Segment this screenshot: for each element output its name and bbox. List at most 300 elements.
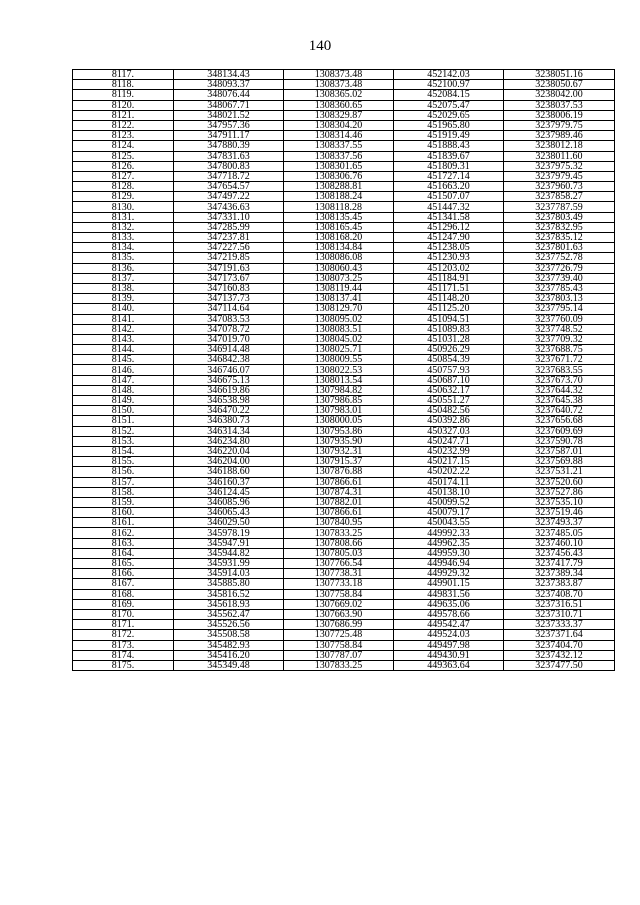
- point-number-cell: 8138.: [73, 283, 174, 293]
- point-number-cell: 8136.: [73, 263, 174, 273]
- table-row: [73, 385, 615, 395]
- y2-coordinate-cell: 3237316.51: [504, 599, 615, 609]
- point-number-cell: 8118.: [73, 80, 174, 90]
- point-number-cell: 8167.: [73, 579, 174, 589]
- y2-coordinate-cell: 3237408.70: [504, 589, 615, 599]
- table-row: [73, 233, 615, 243]
- x2-coordinate-cell: 451888.43: [394, 141, 504, 151]
- table-row: [73, 416, 615, 426]
- y2-coordinate-cell: 3237803.49: [504, 212, 615, 222]
- x2-coordinate-cell: 451507.07: [394, 192, 504, 202]
- x2-coordinate-cell: 450202.22: [394, 467, 504, 477]
- y-coordinate-cell: 1308086.08: [284, 253, 394, 263]
- point-number-cell: 8146.: [73, 365, 174, 375]
- point-number-cell: 8168.: [73, 589, 174, 599]
- x-coordinate-cell: 345482.93: [174, 640, 284, 650]
- x-coordinate-cell: 347718.72: [174, 171, 284, 181]
- x-coordinate-cell: 347137.73: [174, 294, 284, 304]
- point-number-cell: 8166.: [73, 569, 174, 579]
- y-coordinate-cell: 1308009.55: [284, 355, 394, 365]
- x-coordinate-cell: 346538.98: [174, 396, 284, 406]
- table-row: [73, 548, 615, 558]
- point-number-cell: 8121.: [73, 110, 174, 120]
- table-row: [73, 273, 615, 283]
- table-row: [73, 263, 615, 273]
- y2-coordinate-cell: 3237640.72: [504, 406, 615, 416]
- x2-coordinate-cell: 450632.17: [394, 385, 504, 395]
- table-row: [73, 222, 615, 232]
- y2-coordinate-cell: 3237389.34: [504, 569, 615, 579]
- x2-coordinate-cell: 449992.33: [394, 528, 504, 538]
- y2-coordinate-cell: 3237456.43: [504, 548, 615, 558]
- y-coordinate-cell: 1308022.53: [284, 365, 394, 375]
- x2-coordinate-cell: 451089.83: [394, 324, 504, 334]
- y-coordinate-cell: 1308373.48: [284, 70, 394, 80]
- y2-coordinate-cell: 3237590.78: [504, 436, 615, 446]
- x-coordinate-cell: 348067.71: [174, 100, 284, 110]
- x2-coordinate-cell: 449430.91: [394, 650, 504, 660]
- point-number-cell: 8158.: [73, 487, 174, 497]
- y-coordinate-cell: 1308095.02: [284, 314, 394, 324]
- point-number-cell: 8135.: [73, 253, 174, 263]
- point-number-cell: 8151.: [73, 416, 174, 426]
- x2-coordinate-cell: 451247.90: [394, 233, 504, 243]
- y-coordinate-cell: 1308013.54: [284, 375, 394, 385]
- table-row: [73, 436, 615, 446]
- x-coordinate-cell: 347831.63: [174, 151, 284, 161]
- table-row: [73, 599, 615, 609]
- y-coordinate-cell: 1308188.24: [284, 192, 394, 202]
- table-row: [73, 120, 615, 130]
- point-number-cell: 8165.: [73, 559, 174, 569]
- y-coordinate-cell: 1308000.05: [284, 416, 394, 426]
- x2-coordinate-cell: 450327.03: [394, 426, 504, 436]
- y-coordinate-cell: 1307805.03: [284, 548, 394, 558]
- point-number-cell: 8154.: [73, 446, 174, 456]
- y-coordinate-cell: 1308118.28: [284, 202, 394, 212]
- x-coordinate-cell: 345618.93: [174, 599, 284, 609]
- y2-coordinate-cell: 3238012.18: [504, 141, 615, 151]
- x2-coordinate-cell: 449946.94: [394, 559, 504, 569]
- x2-coordinate-cell: 451203.02: [394, 263, 504, 273]
- y-coordinate-cell: 1308129.70: [284, 304, 394, 314]
- x2-coordinate-cell: 449542.47: [394, 620, 504, 630]
- x-coordinate-cell: 346470.22: [174, 406, 284, 416]
- table-row: [73, 171, 615, 181]
- table-row: [73, 528, 615, 538]
- table-row: [73, 141, 615, 151]
- point-number-cell: 8117.: [73, 70, 174, 80]
- x-coordinate-cell: 345885.80: [174, 579, 284, 589]
- table-row: [73, 457, 615, 467]
- x-coordinate-cell: 346619.86: [174, 385, 284, 395]
- y2-coordinate-cell: 3237527.86: [504, 487, 615, 497]
- x2-coordinate-cell: 450687.10: [394, 375, 504, 385]
- y2-coordinate-cell: 3237569.88: [504, 457, 615, 467]
- x2-coordinate-cell: 449962.35: [394, 538, 504, 548]
- y2-coordinate-cell: 3237989.46: [504, 131, 615, 141]
- point-number-cell: 8131.: [73, 212, 174, 222]
- x-coordinate-cell: 347800.83: [174, 161, 284, 171]
- x2-coordinate-cell: 451230.93: [394, 253, 504, 263]
- x2-coordinate-cell: 450079.17: [394, 508, 504, 518]
- point-number-cell: 8160.: [73, 508, 174, 518]
- y2-coordinate-cell: 3237683.55: [504, 365, 615, 375]
- x2-coordinate-cell: 449524.03: [394, 630, 504, 640]
- point-number-cell: 8132.: [73, 222, 174, 232]
- x-coordinate-cell: 347173.67: [174, 273, 284, 283]
- y2-coordinate-cell: 3237383.87: [504, 579, 615, 589]
- y2-coordinate-cell: 3237417.79: [504, 559, 615, 569]
- table-row: [73, 365, 615, 375]
- table-row: [73, 508, 615, 518]
- y2-coordinate-cell: 3237752.78: [504, 253, 615, 263]
- coordinates-table-body: [73, 70, 615, 671]
- y-coordinate-cell: 1308314.46: [284, 131, 394, 141]
- x2-coordinate-cell: 452142.03: [394, 70, 504, 80]
- y2-coordinate-cell: 3237975.32: [504, 161, 615, 171]
- x2-coordinate-cell: 450174.11: [394, 477, 504, 487]
- point-number-cell: 8172.: [73, 630, 174, 640]
- y-coordinate-cell: 1308045.02: [284, 334, 394, 344]
- y2-coordinate-cell: 3237673.70: [504, 375, 615, 385]
- y-coordinate-cell: 1307866.61: [284, 477, 394, 487]
- x2-coordinate-cell: 452029.65: [394, 110, 504, 120]
- point-number-cell: 8161.: [73, 518, 174, 528]
- point-number-cell: 8122.: [73, 120, 174, 130]
- y-coordinate-cell: 1308329.87: [284, 110, 394, 120]
- y-coordinate-cell: 1308137.41: [284, 294, 394, 304]
- x2-coordinate-cell: 449831.56: [394, 589, 504, 599]
- y2-coordinate-cell: 3237460.10: [504, 538, 615, 548]
- x-coordinate-cell: 347285.99: [174, 222, 284, 232]
- table-row: [73, 355, 615, 365]
- x-coordinate-cell: 347227.56: [174, 243, 284, 253]
- x-coordinate-cell: 346204.00: [174, 457, 284, 467]
- y-coordinate-cell: 1307876.88: [284, 467, 394, 477]
- x2-coordinate-cell: 450232.99: [394, 446, 504, 456]
- y2-coordinate-cell: 3237739.40: [504, 273, 615, 283]
- x2-coordinate-cell: 451031.28: [394, 334, 504, 344]
- y-coordinate-cell: 1308168.20: [284, 233, 394, 243]
- x2-coordinate-cell: 451148.20: [394, 294, 504, 304]
- point-number-cell: 8119.: [73, 90, 174, 100]
- x2-coordinate-cell: 451238.05: [394, 243, 504, 253]
- y-coordinate-cell: 1307984.82: [284, 385, 394, 395]
- table-row: [73, 243, 615, 253]
- table-row: [73, 579, 615, 589]
- y-coordinate-cell: 1307725.48: [284, 630, 394, 640]
- y2-coordinate-cell: 3237333.37: [504, 620, 615, 630]
- x-coordinate-cell: 346124.45: [174, 487, 284, 497]
- y2-coordinate-cell: 3237979.45: [504, 171, 615, 181]
- y-coordinate-cell: 1307866.61: [284, 508, 394, 518]
- y-coordinate-cell: 1307935.90: [284, 436, 394, 446]
- x2-coordinate-cell: 450926.29: [394, 345, 504, 355]
- y-coordinate-cell: 1307882.01: [284, 497, 394, 507]
- point-number-cell: 8171.: [73, 620, 174, 630]
- table-row: [73, 304, 615, 314]
- x-coordinate-cell: 348134.43: [174, 70, 284, 80]
- x2-coordinate-cell: 451171.51: [394, 283, 504, 293]
- table-row: [73, 497, 615, 507]
- y2-coordinate-cell: 3237688.75: [504, 345, 615, 355]
- y-coordinate-cell: 1308360.65: [284, 100, 394, 110]
- x-coordinate-cell: 346234.80: [174, 436, 284, 446]
- x-coordinate-cell: 347331.10: [174, 212, 284, 222]
- x2-coordinate-cell: 451965.80: [394, 120, 504, 130]
- table-row: [73, 630, 615, 640]
- y2-coordinate-cell: 3237310.71: [504, 609, 615, 619]
- y2-coordinate-cell: 3237432.12: [504, 650, 615, 660]
- table-row: [73, 70, 615, 80]
- x2-coordinate-cell: 452100.97: [394, 80, 504, 90]
- point-number-cell: 8126.: [73, 161, 174, 171]
- point-number-cell: 8127.: [73, 171, 174, 181]
- y-coordinate-cell: 1308060.43: [284, 263, 394, 273]
- y-coordinate-cell: 1308365.02: [284, 90, 394, 100]
- y-coordinate-cell: 1308025.71: [284, 345, 394, 355]
- x-coordinate-cell: 345931.99: [174, 559, 284, 569]
- table-row: [73, 80, 615, 90]
- point-number-cell: 8152.: [73, 426, 174, 436]
- y-coordinate-cell: 1308134.84: [284, 243, 394, 253]
- coordinates-table: [72, 69, 615, 671]
- y2-coordinate-cell: 3237609.69: [504, 426, 615, 436]
- y-coordinate-cell: 1308337.56: [284, 151, 394, 161]
- x-coordinate-cell: 346220.04: [174, 446, 284, 456]
- x-coordinate-cell: 346842.38: [174, 355, 284, 365]
- point-number-cell: 8125.: [73, 151, 174, 161]
- point-number-cell: 8155.: [73, 457, 174, 467]
- x-coordinate-cell: 345562.47: [174, 609, 284, 619]
- y-coordinate-cell: 1307874.31: [284, 487, 394, 497]
- table-row: [73, 212, 615, 222]
- x2-coordinate-cell: 450854.39: [394, 355, 504, 365]
- table-row: [73, 518, 615, 528]
- x-coordinate-cell: 346380.73: [174, 416, 284, 426]
- y2-coordinate-cell: 3237587.01: [504, 446, 615, 456]
- point-number-cell: 8153.: [73, 436, 174, 446]
- point-number-cell: 8141.: [73, 314, 174, 324]
- table-row: [73, 345, 615, 355]
- y-coordinate-cell: 1307733.18: [284, 579, 394, 589]
- point-number-cell: 8163.: [73, 538, 174, 548]
- x2-coordinate-cell: 451919.49: [394, 131, 504, 141]
- page-number: 140: [308, 38, 332, 54]
- table-row: [73, 406, 615, 416]
- table-row: [73, 131, 615, 141]
- table-row: [73, 90, 615, 100]
- x2-coordinate-cell: 450099.52: [394, 497, 504, 507]
- x2-coordinate-cell: 450217.15: [394, 457, 504, 467]
- y-coordinate-cell: 1307840.95: [284, 518, 394, 528]
- x-coordinate-cell: 347497.22: [174, 192, 284, 202]
- point-number-cell: 8143.: [73, 334, 174, 344]
- table-row: [73, 100, 615, 110]
- y-coordinate-cell: 1307808.66: [284, 538, 394, 548]
- y-coordinate-cell: 1308288.81: [284, 182, 394, 192]
- x-coordinate-cell: 346085.96: [174, 497, 284, 507]
- point-number-cell: 8144.: [73, 345, 174, 355]
- x-coordinate-cell: 346160.37: [174, 477, 284, 487]
- y-coordinate-cell: 1307758.84: [284, 589, 394, 599]
- x-coordinate-cell: 347160.83: [174, 283, 284, 293]
- x2-coordinate-cell: 450482.56: [394, 406, 504, 416]
- x2-coordinate-cell: 450757.93: [394, 365, 504, 375]
- table-row: [73, 396, 615, 406]
- point-number-cell: 8157.: [73, 477, 174, 487]
- x-coordinate-cell: 346029.50: [174, 518, 284, 528]
- x-coordinate-cell: 347083.53: [174, 314, 284, 324]
- y-coordinate-cell: 1307738.31: [284, 569, 394, 579]
- y-coordinate-cell: 1308073.25: [284, 273, 394, 283]
- x-coordinate-cell: 347019.70: [174, 334, 284, 344]
- x-coordinate-cell: 345349.48: [174, 660, 284, 670]
- point-number-cell: 8137.: [73, 273, 174, 283]
- table-row: [73, 640, 615, 650]
- point-number-cell: 8124.: [73, 141, 174, 151]
- y2-coordinate-cell: 3237787.59: [504, 202, 615, 212]
- y2-coordinate-cell: 3238011.60: [504, 151, 615, 161]
- x-coordinate-cell: 345947.91: [174, 538, 284, 548]
- x2-coordinate-cell: 450138.10: [394, 487, 504, 497]
- y-coordinate-cell: 1308135.45: [284, 212, 394, 222]
- y2-coordinate-cell: 3238050.67: [504, 80, 615, 90]
- x-coordinate-cell: 345944.82: [174, 548, 284, 558]
- table-row: [73, 609, 615, 619]
- x-coordinate-cell: 347654.57: [174, 182, 284, 192]
- table-row: [73, 538, 615, 548]
- y-coordinate-cell: 1307766.54: [284, 559, 394, 569]
- table-row: [73, 660, 615, 670]
- y2-coordinate-cell: 3237645.38: [504, 396, 615, 406]
- y2-coordinate-cell: 3237485.05: [504, 528, 615, 538]
- x2-coordinate-cell: 449363.64: [394, 660, 504, 670]
- x2-coordinate-cell: 451094.51: [394, 314, 504, 324]
- x-coordinate-cell: 347436.63: [174, 202, 284, 212]
- x-coordinate-cell: 345508.58: [174, 630, 284, 640]
- y2-coordinate-cell: 3237760.09: [504, 314, 615, 324]
- point-number-cell: 8128.: [73, 182, 174, 192]
- point-number-cell: 8130.: [73, 202, 174, 212]
- x2-coordinate-cell: 452084.15: [394, 90, 504, 100]
- x-coordinate-cell: 346188.60: [174, 467, 284, 477]
- table-row: [73, 426, 615, 436]
- x-coordinate-cell: 346314.34: [174, 426, 284, 436]
- table-row: [73, 161, 615, 171]
- table-row: [73, 294, 615, 304]
- point-number-cell: 8149.: [73, 396, 174, 406]
- y-coordinate-cell: 1307986.85: [284, 396, 394, 406]
- table-row: [73, 569, 615, 579]
- point-number-cell: 8133.: [73, 233, 174, 243]
- x2-coordinate-cell: 451663.20: [394, 182, 504, 192]
- y-coordinate-cell: 1308301.65: [284, 161, 394, 171]
- x2-coordinate-cell: 451447.32: [394, 202, 504, 212]
- table-row: [73, 620, 615, 630]
- point-number-cell: 8139.: [73, 294, 174, 304]
- point-number-cell: 8145.: [73, 355, 174, 365]
- y2-coordinate-cell: 3237795.14: [504, 304, 615, 314]
- x-coordinate-cell: 348076.44: [174, 90, 284, 100]
- x-coordinate-cell: 347219.85: [174, 253, 284, 263]
- table-row: [73, 151, 615, 161]
- table-row: [73, 589, 615, 599]
- table-row: [73, 334, 615, 344]
- x-coordinate-cell: 347114.64: [174, 304, 284, 314]
- y2-coordinate-cell: 3237726.79: [504, 263, 615, 273]
- table-row: [73, 650, 615, 660]
- y2-coordinate-cell: 3237748.52: [504, 324, 615, 334]
- x2-coordinate-cell: 450247.71: [394, 436, 504, 446]
- point-number-cell: 8148.: [73, 385, 174, 395]
- y-coordinate-cell: 1307915.37: [284, 457, 394, 467]
- x2-coordinate-cell: 449901.15: [394, 579, 504, 589]
- y2-coordinate-cell: 3237835.12: [504, 233, 615, 243]
- point-number-cell: 8142.: [73, 324, 174, 334]
- x-coordinate-cell: 345978.19: [174, 528, 284, 538]
- x2-coordinate-cell: 452075.47: [394, 100, 504, 110]
- y-coordinate-cell: 1307669.02: [284, 599, 394, 609]
- y2-coordinate-cell: 3237960.73: [504, 182, 615, 192]
- point-number-cell: 8140.: [73, 304, 174, 314]
- y-coordinate-cell: 1307932.31: [284, 446, 394, 456]
- table-row: [73, 314, 615, 324]
- y-coordinate-cell: 1307686.99: [284, 620, 394, 630]
- x2-coordinate-cell: 451809.31: [394, 161, 504, 171]
- x-coordinate-cell: 348021.52: [174, 110, 284, 120]
- point-number-cell: 8162.: [73, 528, 174, 538]
- y2-coordinate-cell: 3237531.21: [504, 467, 615, 477]
- point-number-cell: 8164.: [73, 548, 174, 558]
- y-coordinate-cell: 1307983.01: [284, 406, 394, 416]
- y2-coordinate-cell: 3237801.63: [504, 243, 615, 253]
- point-number-cell: 8174.: [73, 650, 174, 660]
- point-number-cell: 8159.: [73, 497, 174, 507]
- point-number-cell: 8169.: [73, 599, 174, 609]
- y2-coordinate-cell: 3237832.95: [504, 222, 615, 232]
- y2-coordinate-cell: 3237979.75: [504, 120, 615, 130]
- point-number-cell: 8150.: [73, 406, 174, 416]
- point-number-cell: 8175.: [73, 660, 174, 670]
- x-coordinate-cell: 346065.43: [174, 508, 284, 518]
- x-coordinate-cell: 345816.52: [174, 589, 284, 599]
- x2-coordinate-cell: 449578.66: [394, 609, 504, 619]
- y-coordinate-cell: 1307758.84: [284, 640, 394, 650]
- y2-coordinate-cell: 3238037.53: [504, 100, 615, 110]
- y-coordinate-cell: 1307833.25: [284, 528, 394, 538]
- y2-coordinate-cell: 3238042.00: [504, 90, 615, 100]
- point-number-cell: 8147.: [73, 375, 174, 385]
- y-coordinate-cell: 1307787.07: [284, 650, 394, 660]
- y-coordinate-cell: 1308373.48: [284, 80, 394, 90]
- y2-coordinate-cell: 3237803.13: [504, 294, 615, 304]
- y-coordinate-cell: 1307953.86: [284, 426, 394, 436]
- y-coordinate-cell: 1308119.44: [284, 283, 394, 293]
- y-coordinate-cell: 1308083.51: [284, 324, 394, 334]
- point-number-cell: 8123.: [73, 131, 174, 141]
- table-row: [73, 182, 615, 192]
- x2-coordinate-cell: 450392.86: [394, 416, 504, 426]
- point-number-cell: 8173.: [73, 640, 174, 650]
- x2-coordinate-cell: 451184.91: [394, 273, 504, 283]
- y-coordinate-cell: 1307833.25: [284, 660, 394, 670]
- x-coordinate-cell: 347237.81: [174, 233, 284, 243]
- x-coordinate-cell: 346914.48: [174, 345, 284, 355]
- y2-coordinate-cell: 3237785.43: [504, 283, 615, 293]
- point-number-cell: 8156.: [73, 467, 174, 477]
